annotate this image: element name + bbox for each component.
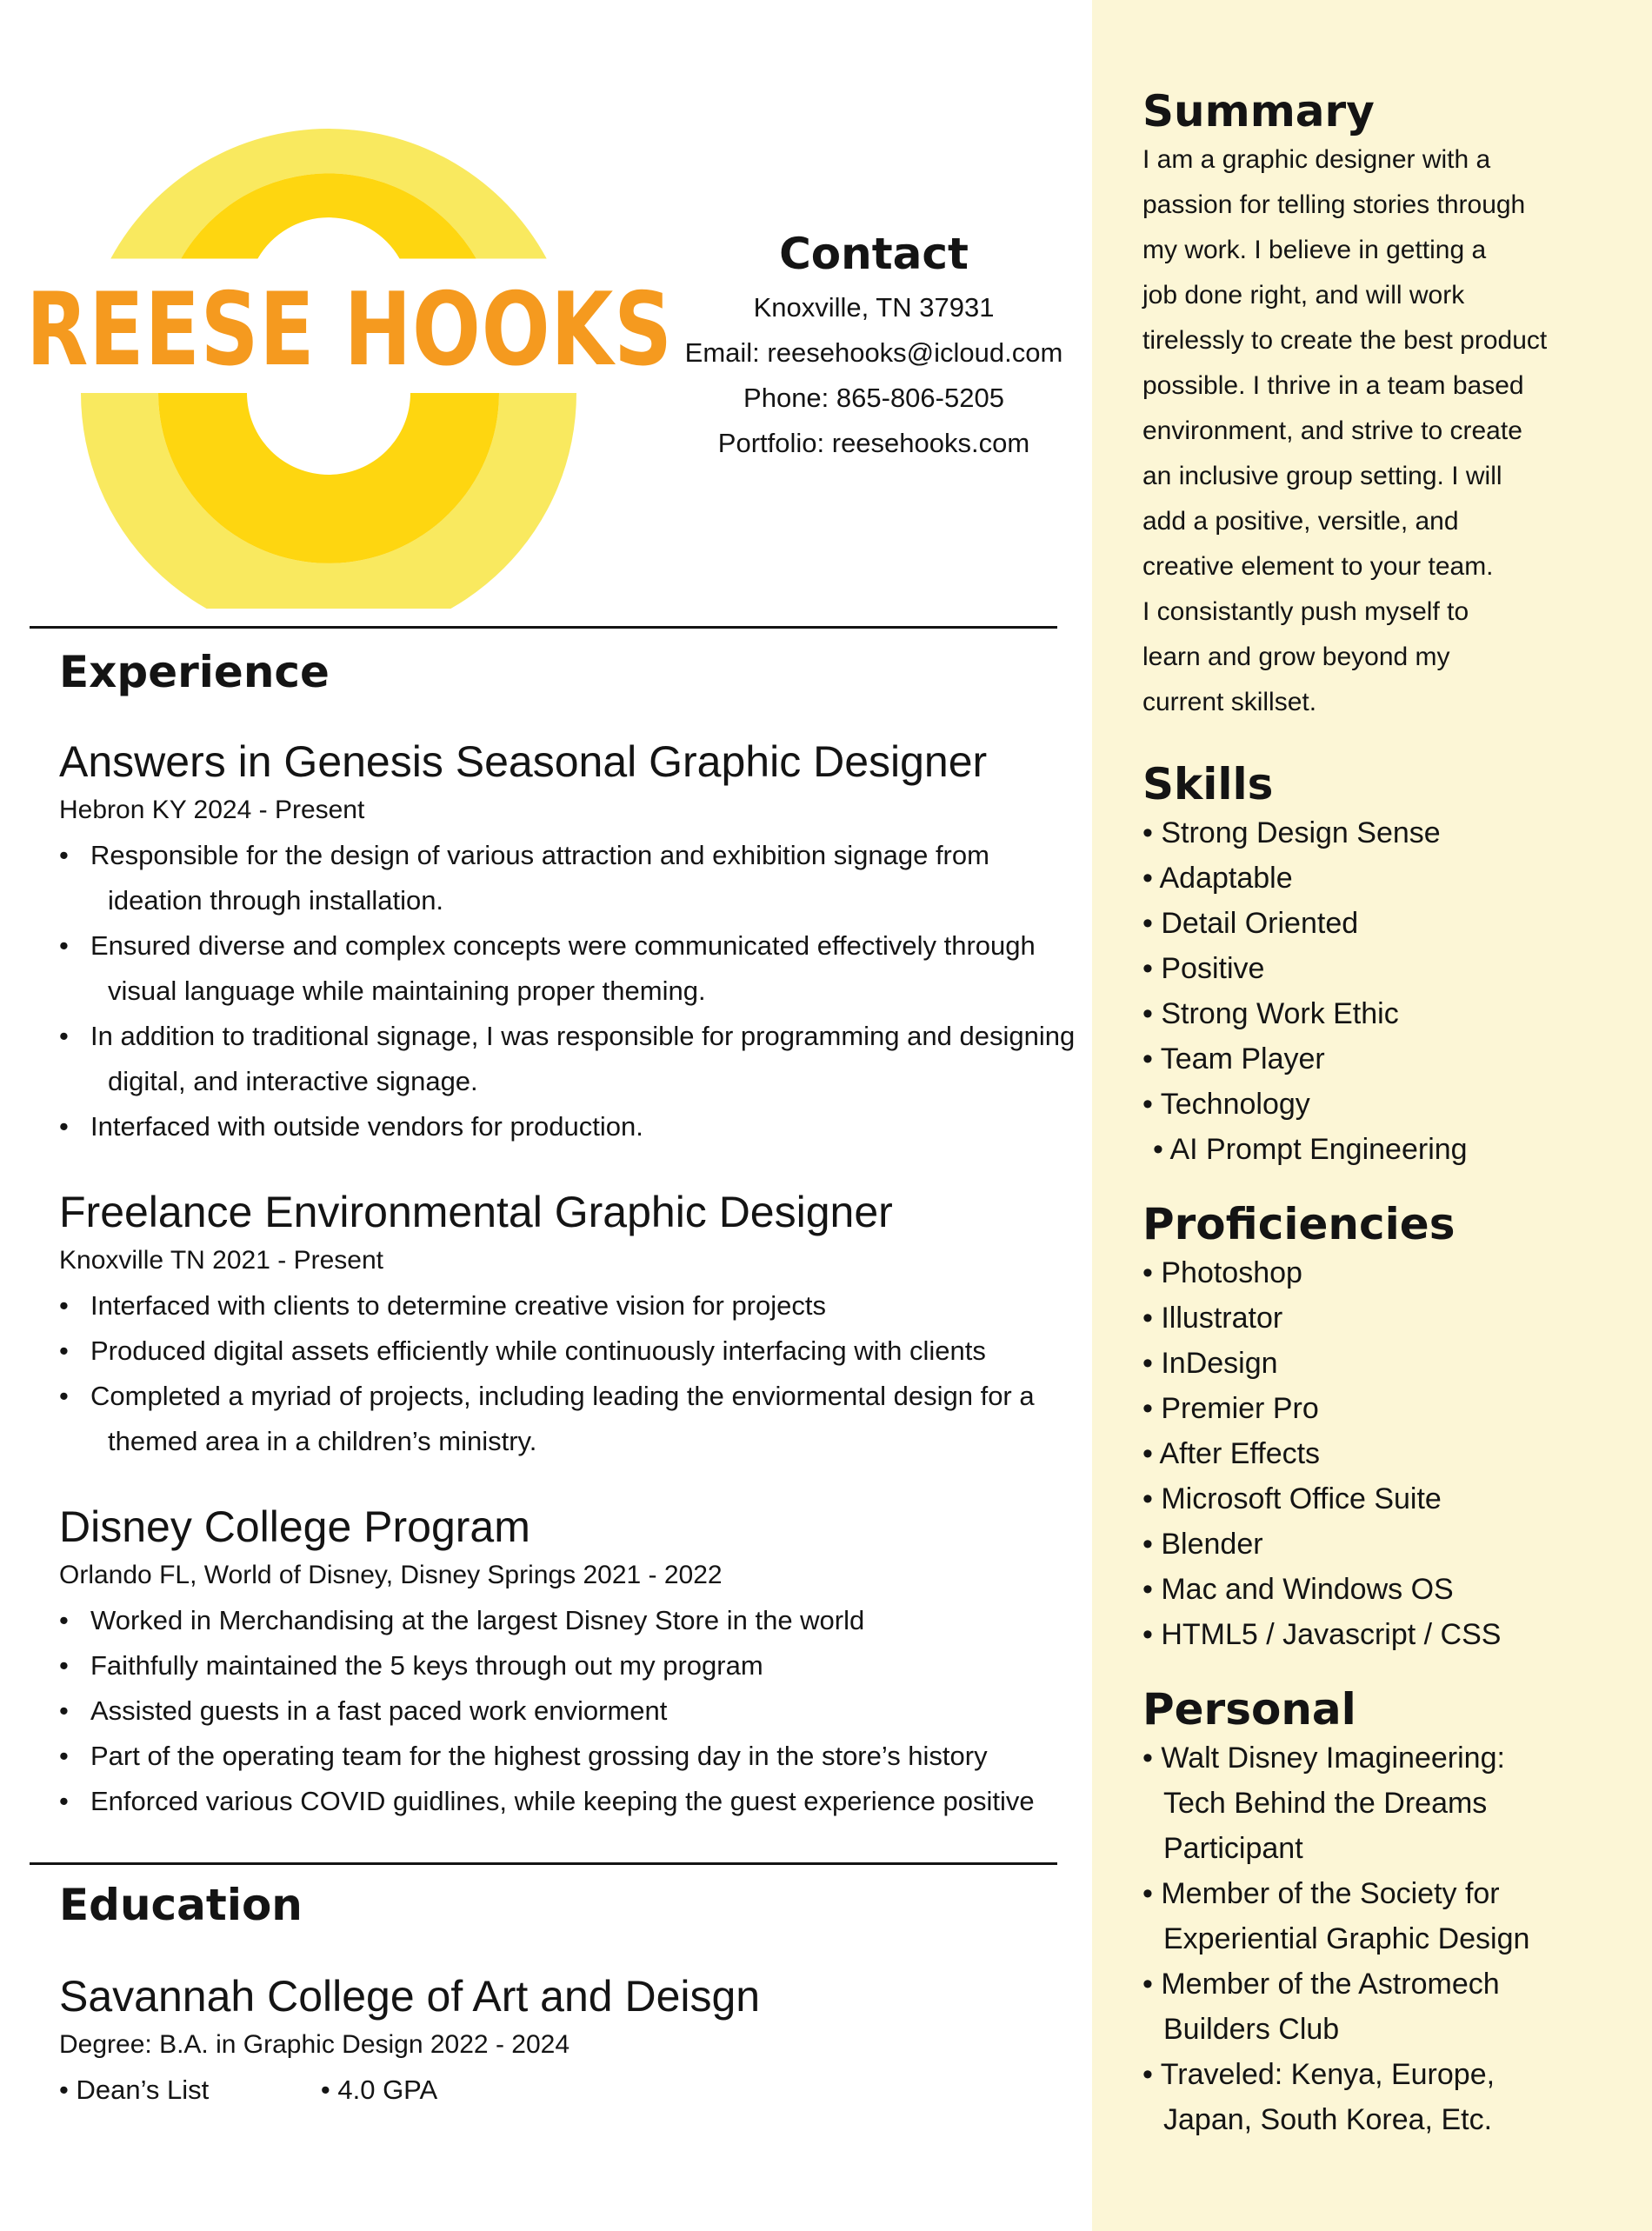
personal-item: • Walt Disney Imagineering: Tech Behind the Dreams Participant — [1142, 1742, 1505, 1865]
skills-heading: Skills — [1142, 759, 1274, 809]
job-entry — [59, 1501, 1085, 1824]
proficiency-item: • InDesign — [1142, 1347, 1278, 1380]
job-bullet: • Completed a myriad of projects, including leading the enviormental design for a themed area in a children’s ministry. — [59, 1381, 1035, 1456]
job-entry — [59, 736, 1085, 1149]
name-wordmark: REESE HOOKS — [26, 271, 673, 389]
job-bullets — [59, 833, 1085, 1149]
job-title: Answers in Genesis Seasonal Graphic Designer — [59, 737, 988, 786]
divider-top — [30, 626, 1057, 629]
summary-heading: Summary — [1142, 86, 1375, 137]
skills-list — [1142, 810, 1629, 1172]
education-entry — [59, 1970, 1085, 2113]
personal-heading: Personal — [1142, 1684, 1356, 1735]
education-highlight: • Dean’s List — [59, 2074, 210, 2105]
personal-item: • Member of the Society for Experiential Graphic Design — [1142, 1877, 1530, 1955]
job-bullet: • Responsible for the design of various attraction and exhibition signage from ideation through installation. — [59, 840, 989, 916]
job-bullet: • Part of the operating team for the highest grossing day in the store’s history — [59, 1741, 988, 1771]
proficiency-item: • HTML5 / Javascript / CSS — [1142, 1618, 1502, 1651]
education-highlight: • 4.0 GPA — [320, 2074, 438, 2105]
skill-item: • Team Player — [1142, 1042, 1325, 1076]
degree-line: Degree: B.A. in Graphic Design 2022 - 2024 — [59, 2030, 570, 2059]
job-bullets — [59, 1598, 1085, 1824]
job-location-dates: Hebron KY 2024 - Present — [59, 796, 365, 824]
job-bullets — [59, 1283, 1085, 1464]
skills-section — [1142, 758, 1629, 1172]
skill-item: • Strong Design Sense — [1142, 816, 1441, 849]
personal-list — [1142, 1735, 1629, 2142]
school-name: Savannah College of Art and Deisgn — [59, 1972, 761, 2021]
job-bullet: • Produced digital assets efficiently while continuously interfacing with clients — [59, 1335, 986, 1366]
job-location-dates: Orlando FL, World of Disney, Disney Springs 2021 - 2022 — [59, 1561, 723, 1589]
proficiency-item: • Microsoft Office Suite — [1142, 1482, 1442, 1515]
skill-item: • Positive — [1142, 952, 1265, 985]
personal-section — [1142, 1683, 1629, 2142]
contact-location: Knoxville, TN 37931 — [753, 292, 995, 323]
proficiency-item: • Blender — [1142, 1528, 1263, 1561]
contact-block — [661, 228, 1087, 466]
job-bullet: • Worked in Merchandising at the largest Disney Store in the world — [59, 1605, 865, 1635]
job-bullet: • Enforced various COVID guidlines, while keeping the guest experience positive — [59, 1786, 1035, 1816]
job-title: Disney College Program — [59, 1502, 530, 1551]
proficiencies-list — [1142, 1250, 1629, 1657]
skill-item: • Strong Work Ethic — [1142, 997, 1399, 1030]
proficiency-item: • Illustrator — [1142, 1302, 1283, 1335]
proficiencies-section — [1142, 1198, 1629, 1657]
job-bullet: • Assisted guests in a fast paced work enviorment — [59, 1695, 668, 1726]
education-heading: Education — [59, 1880, 303, 1930]
personal-item: • Traveled: Kenya, Europe, Japan, South Korea, Etc. — [1142, 2058, 1495, 2136]
skill-item: • Detail Oriented — [1142, 907, 1359, 940]
summary-section — [1142, 85, 1629, 725]
job-location-dates: Knoxville TN 2021 - Present — [59, 1246, 383, 1275]
proficiencies-heading: Proficiencies — [1142, 1199, 1455, 1249]
experience-heading: Experience — [59, 647, 330, 697]
contact-heading: Contact — [779, 229, 969, 279]
job-bullet: • Interfaced with outside vendors for production. — [59, 1111, 643, 1142]
job-bullet: • Interfaced with clients to determine creative vision for projects — [59, 1290, 826, 1321]
summary-text: I am a graphic designer with a passion for telling stories through my work. I believe in getting a job done right, and will work tirelessly to create the best product possible. I thrive in a team based environment, and strive to create an inclusive group setting. I will add a positive, versitle, and creative element to your team. I consistantly push myself to learn and grow beyond my current skillset. — [1142, 145, 1548, 716]
divider-bottom — [30, 1862, 1057, 1865]
contact-email: Email: reesehooks@icloud.com — [684, 337, 1063, 368]
personal-item: • Member of the Astromech Builders Club — [1142, 1968, 1500, 2046]
skill-item: • Adaptable — [1142, 862, 1293, 895]
proficiency-item: • Photoshop — [1142, 1256, 1302, 1289]
contact-portfolio: Portfolio: reesehooks.com — [717, 428, 1030, 458]
job-title: Freelance Environmental Graphic Designer — [59, 1188, 893, 1236]
skill-subitem: • AI Prompt Engineering — [1153, 1133, 1468, 1166]
education-highlights — [59, 2068, 1085, 2113]
proficiency-item: • After Effects — [1142, 1437, 1321, 1470]
job-bullet: • Ensured diverse and complex concepts were communicated effectively through visual language while maintaining proper theming. — [59, 930, 1036, 1006]
job-bullet: • In addition to traditional signage, I was responsible for programming and designing digital, and interactive signage. — [59, 1021, 1076, 1096]
contact-phone: Phone: 865-806-5205 — [743, 383, 1004, 413]
skill-item: • Technology — [1142, 1088, 1310, 1121]
proficiency-item: • Mac and Windows OS — [1142, 1573, 1454, 1606]
job-entry — [59, 1186, 1085, 1464]
proficiency-item: • Premier Pro — [1142, 1392, 1319, 1425]
job-bullet: • Faithfully maintained the 5 keys through out my program — [59, 1650, 763, 1681]
